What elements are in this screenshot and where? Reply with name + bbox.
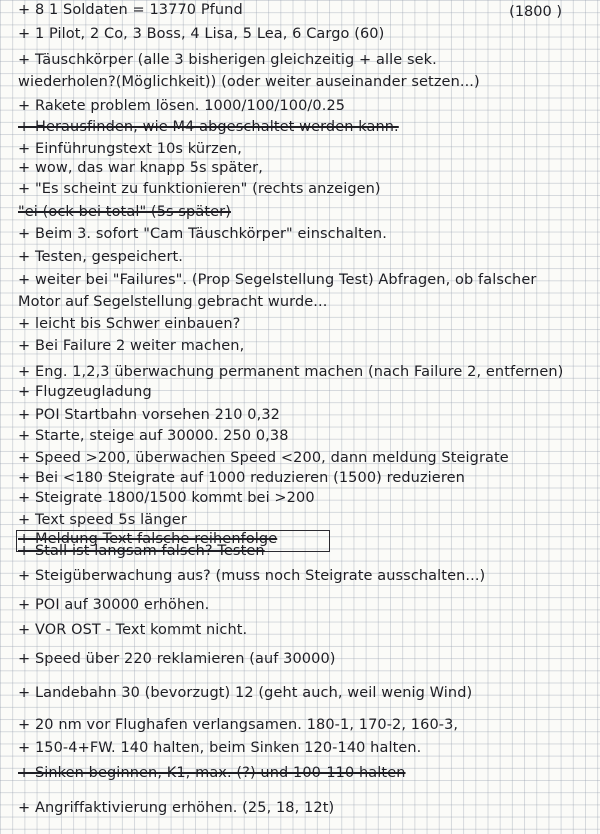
note-line: + Eng. 1,2,3 überwachung permanent machen (nach Failure 2, entfernen) xyxy=(18,364,564,380)
note-line: + Steigrate 1800/1500 kommt bei >200 xyxy=(18,490,315,506)
header-note: (1800 ) xyxy=(509,4,562,20)
crossed-out-note-line: "ei (ock bei total" (5s später) xyxy=(18,204,231,220)
note-line: + VOR OST - Text kommt nicht. xyxy=(18,622,248,638)
note-line: + Testen, gespeichert. xyxy=(18,249,184,265)
note-line: + POI auf 30000 erhöhen. xyxy=(18,597,210,613)
note-line: + Einführungstext 10s kürzen, xyxy=(18,141,242,157)
note-line: + Beim 3. sofort "Cam Täuschkörper" einschalten. xyxy=(18,226,387,242)
note-line: + 20 nm vor Flughafen verlangsamen. 180-1, 170-2, 160-3, xyxy=(18,717,459,733)
crossed-out-note-line: + Meldung Text falsche reihenfolge xyxy=(18,531,278,547)
note-line: + Starte, steige auf 30000. 250 0,38 xyxy=(18,428,289,444)
note-line: + Rakete problem lösen. 1000/100/100/0.25 xyxy=(18,98,346,114)
note-line: + Speed über 220 reklamieren (auf 30000) xyxy=(18,651,336,667)
note-line: + Speed >200, überwachen Speed <200, dann meldung Steigrate xyxy=(18,450,509,466)
note-line: + Bei <180 Steigrate auf 1000 reduzieren (1500) reduzieren xyxy=(18,470,465,486)
note-line: + weiter bei "Failures". (Prop Segelstellung Test) Abfragen, ob falscher xyxy=(18,272,537,288)
note-line: Motor auf Segelstellung gebracht wurde... xyxy=(18,294,328,310)
note-line: + Bei Failure 2 weiter machen, xyxy=(18,338,245,354)
note-line: + "Es scheint zu funktionieren" (rechts anzeigen) xyxy=(18,181,381,197)
note-line: + wow, das war knapp 5s später, xyxy=(18,160,263,176)
note-line: + Flugzeugladung xyxy=(18,384,152,400)
crossed-out-note-line: + Sinken beginnen, K1, max. (?) und 100-110 halten xyxy=(18,765,406,781)
note-line: + 8 1 Soldaten = 13770 Pfund xyxy=(18,2,243,18)
note-line: wiederholen?(Möglichkeit)) (oder weiter auseinander setzen...) xyxy=(18,74,480,90)
crossed-out-note-line: + Herausfinden, wie M4 abgeschaltet werden kann. xyxy=(18,119,399,135)
note-line: + POI Startbahn vorsehen 210 0,32 xyxy=(18,407,280,423)
note-line: + 150-4+FW. 140 halten, beim Sinken 120-140 halten. xyxy=(18,740,422,756)
crossed-out-note-line: + Stall ist langsam falsch? Testen xyxy=(18,543,265,559)
note-line: + leicht bis Schwer einbauen? xyxy=(18,316,241,332)
note-line: + Text speed 5s länger xyxy=(18,512,187,528)
note-line: + Steigüberwachung aus? (muss noch Steigrate ausschalten...) xyxy=(18,568,486,584)
note-line: + 1 Pilot, 2 Co, 3 Boss, 4 Lisa, 5 Lea, 6 Cargo (60) xyxy=(18,26,385,42)
note-line: + Täuschkörper (alle 3 bisherigen gleichzeitig + alle sek. xyxy=(18,52,437,68)
note-line: + Angriffaktivierung erhöhen. (25, 18, 12t) xyxy=(18,800,335,816)
note-line: + Landebahn 30 (bevorzugt) 12 (geht auch, weil wenig Wind) xyxy=(18,685,473,701)
